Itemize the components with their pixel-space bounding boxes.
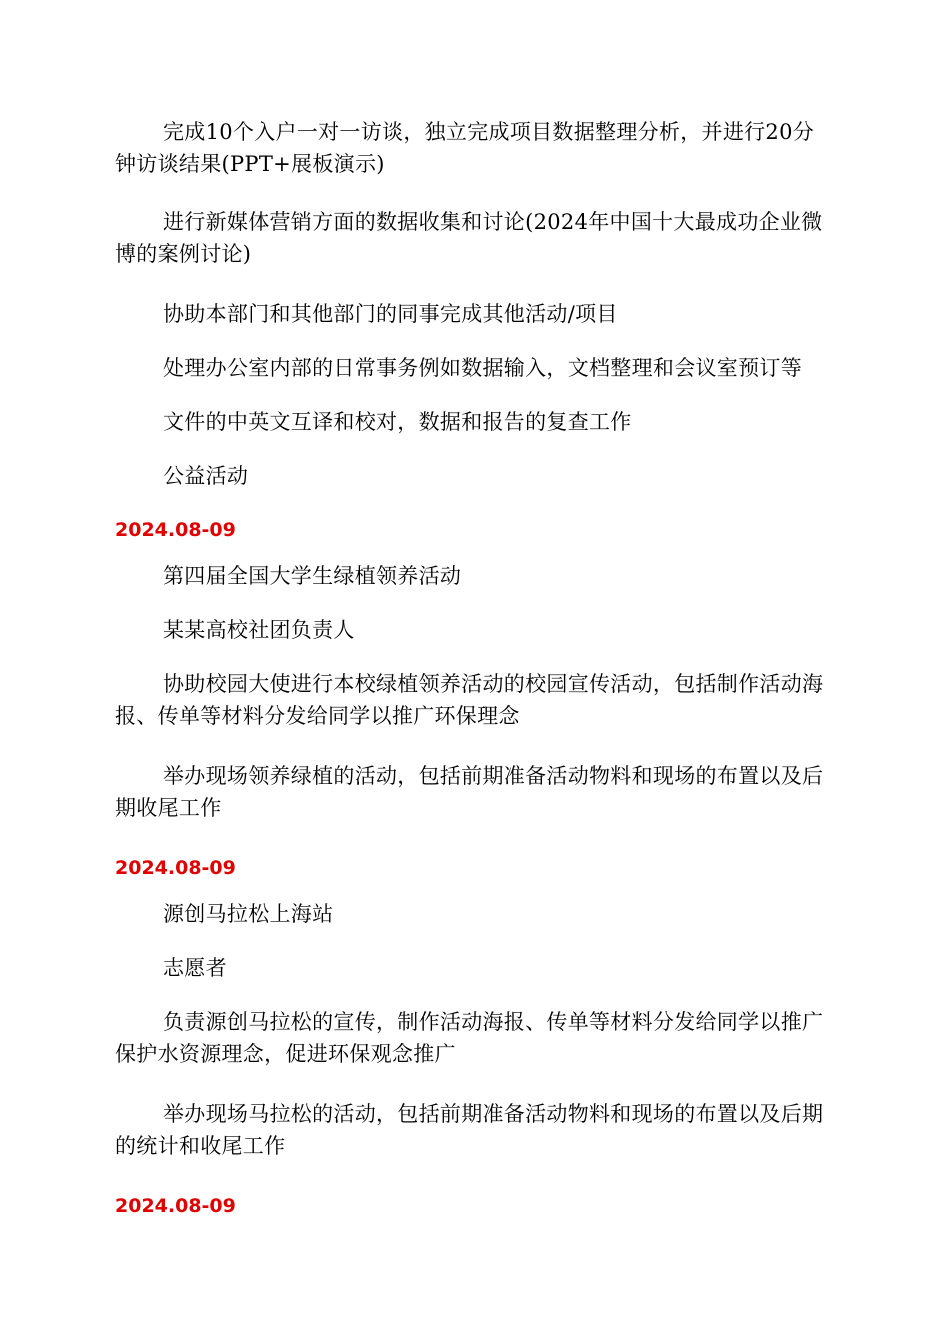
paragraph-public-welfare: 公益活动 — [163, 464, 249, 488]
paragraph-campus-promotion: 协助校园大使进行本校绿植领养活动的校园宣传活动，包括制作活动海报、传单等材料分发给同学以推广环保理念 — [115, 672, 824, 728]
paragraph-marathon-event: 举办现场马拉松的活动，包括前期准备活动物料和现场的布置以及后期的统计和收尾工作 — [115, 1102, 824, 1158]
paragraph-office-affairs: 处理办公室内部的日常事务例如数据输入，文档整理和会议室预订等 — [163, 356, 802, 380]
paragraph-volunteer-role: 志愿者 — [163, 956, 227, 980]
paragraph-new-media: 进行新媒体营销方面的数据收集和讨论(2024年中国十大最成功企业微博的案例讨论) — [115, 210, 823, 266]
paragraph-interviews: 完成10个入户一对一访谈，独立完成项目数据整理分析，并进行20分钟访谈结果(PPT+展板演示) — [115, 120, 815, 176]
paragraph-role: 某某高校社团负责人 — [163, 618, 355, 642]
paragraph-marathon-promotion: 负责源创马拉松的宣传，制作活动海报、传单等材料分发给同学以推广保护水资源理念，促进环保观念推广 — [115, 1010, 824, 1066]
paragraph-activity-title: 第四届全国大学生绿植领养活动 — [163, 564, 462, 588]
date-label: 2024.08-09 — [115, 519, 236, 541]
paragraph-onsite-event: 举办现场领养绿植的活动，包括前期准备活动物料和现场的布置以及后期收尾工作 — [115, 764, 824, 820]
date-label: 2024.08-09 — [115, 857, 236, 879]
paragraph-assist-departments: 协助本部门和其他部门的同事完成其他活动/项目 — [163, 302, 618, 326]
paragraph-translation: 文件的中英文互译和校对，数据和报告的复查工作 — [163, 410, 632, 434]
paragraph-marathon-title: 源创马拉松上海站 — [163, 902, 334, 926]
date-label: 2024.08-09 — [115, 1195, 236, 1217]
